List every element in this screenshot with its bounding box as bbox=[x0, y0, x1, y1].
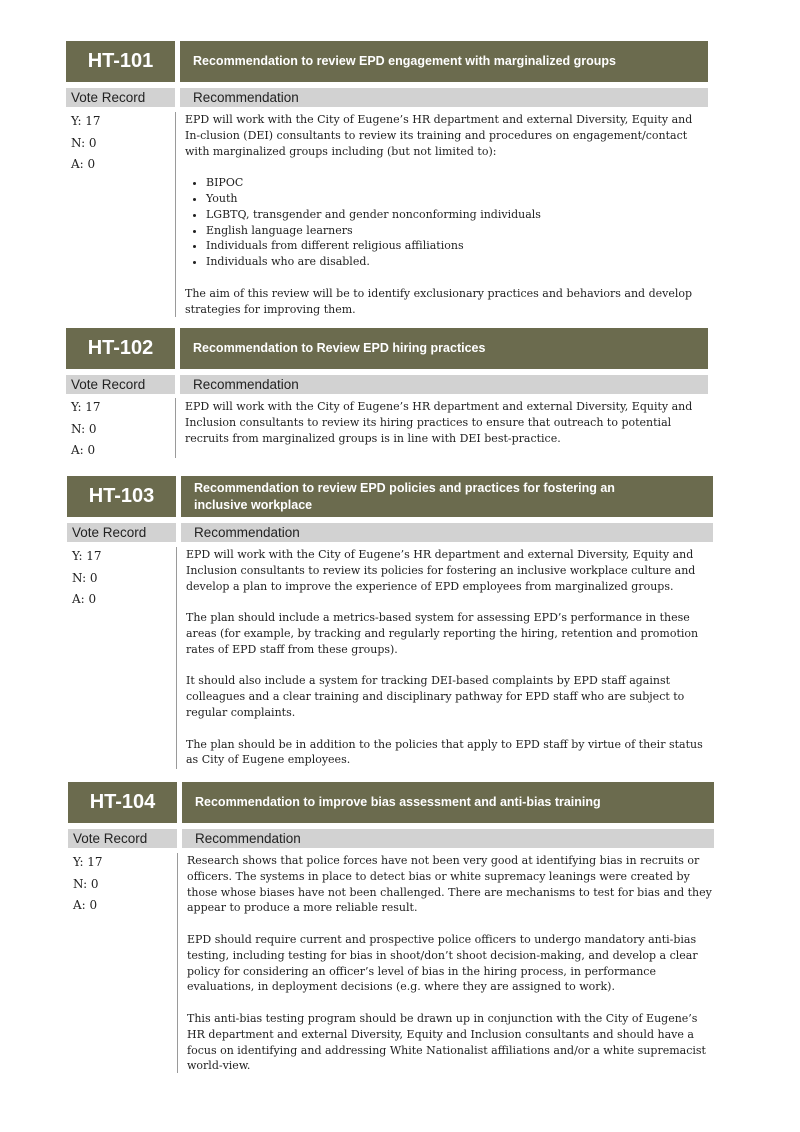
section-title bbox=[181, 476, 713, 517]
recommendation-text bbox=[186, 547, 713, 768]
divider-line bbox=[175, 112, 176, 317]
vote-yes: Y: 17 bbox=[71, 400, 101, 414]
paragraph: EPD will work with the City of Eugene’s HR department and external Diversity, Equity and In-clusion (DEI) consultants to review its training and procedures on engagement/contact with marginalized groups including (but not limited to): bbox=[185, 113, 693, 158]
recommendation-label: Recommendation bbox=[181, 523, 713, 542]
recommendation-text bbox=[185, 399, 710, 446]
section-code: HT-102 bbox=[66, 328, 175, 369]
vote-no: N: 0 bbox=[71, 421, 97, 436]
list-item: • BIPOC bbox=[206, 175, 710, 191]
paragraph: The plan should include a metrics-based system for assessing EPD’s performance in these areas (for example, by tracking and regularly reporting the hiring, retention and promotion rates of EPD staff from these groups). bbox=[186, 611, 699, 656]
recommendation-label: Recommendation bbox=[180, 88, 708, 107]
vote-no: N: 0 bbox=[73, 876, 99, 891]
section-title: Recommendation to Review EPD hiring practices bbox=[180, 328, 708, 369]
vote-record-label: Vote Record bbox=[67, 523, 176, 542]
section-code: HT-104 bbox=[68, 782, 177, 823]
bullet-list bbox=[185, 175, 710, 270]
recommendation-text bbox=[187, 853, 715, 1074]
vote-record-label: Vote Record bbox=[68, 829, 177, 848]
list-item: • Individuals from different religious affiliations bbox=[206, 238, 710, 254]
section-title: Recommendation to review EPD engagement with marginalized groups bbox=[180, 41, 708, 82]
vote-yes: Y: 17 bbox=[71, 114, 101, 128]
vote-no: N: 0 bbox=[71, 135, 97, 150]
paragraph: The plan should be in addition to the policies that apply to EPD staff by virtue of their status as City of Eugene employees. bbox=[186, 737, 703, 767]
section-code: HT-103 bbox=[67, 476, 176, 517]
vote-counts bbox=[71, 397, 101, 462]
vote-abstain: A: 0 bbox=[73, 898, 98, 912]
list-item: • Individuals who are disabled. bbox=[206, 254, 710, 270]
paragraph: It should also include a system for tracking DEI-based complaints by EPD staff against colleagues and a clear training and disciplinary pathway for EPD staff who are subject to regular complaints. bbox=[186, 674, 685, 719]
paragraph: The aim of this review will be to identify exclusionary practices and behaviors and develop strategies for improving them. bbox=[185, 286, 693, 316]
divider-line bbox=[176, 547, 177, 769]
vote-yes: Y: 17 bbox=[72, 549, 102, 563]
paragraph: EPD should require current and prospective police officers to undergo mandatory anti-bias testing, including testing for bias in shoot/don’t shoot decision-making, and develop a clear policy for considering an officer’s level of bias in the hiring process, in performance evaluations, in deployment decisions (e.g. where they are assigned to work). bbox=[187, 932, 698, 994]
section-title: Recommendation to improve bias assessment and anti-bias training bbox=[182, 782, 714, 823]
paragraph: EPD will work with the City of Eugene’s HR department and external Diversity, Equity and Inclusion consultants to review its hiring practices to ensure that outreach to potential recruits from marginalized groups is in line with DEI best-practice. bbox=[185, 400, 693, 445]
recommendation-label: Recommendation bbox=[182, 829, 714, 848]
divider-line bbox=[175, 398, 176, 458]
vote-counts bbox=[71, 111, 101, 176]
vote-abstain: A: 0 bbox=[71, 443, 96, 457]
paragraph: EPD will work with the City of Eugene’s HR department and external Diversity, Equity and Inclusion consultants to review its policies for fostering an inclusive workplace culture and develop a plan to improve the experience of EPD employees from marginalized groups. bbox=[186, 548, 696, 593]
paragraph: This anti-bias testing program should be drawn up in conjunction with the City of Eugene’s HR department and external Diversity, Equity and Inclusion consultants and should have a focus on identifying and addressing White Nationalist affiliations and/or a white supremacist world-view. bbox=[187, 1011, 706, 1073]
section-title-line: inclusive workplace bbox=[194, 497, 313, 512]
recommendation-text bbox=[185, 112, 710, 317]
section-code: HT-101 bbox=[66, 41, 175, 82]
vote-counts bbox=[72, 546, 102, 611]
vote-record-label: Vote Record bbox=[66, 88, 175, 107]
divider-line bbox=[177, 853, 178, 1073]
vote-record-label: Vote Record bbox=[66, 375, 175, 394]
vote-abstain: A: 0 bbox=[72, 592, 97, 606]
vote-abstain: A: 0 bbox=[71, 157, 96, 171]
paragraph: Research shows that police forces have not been very good at identifying bias in recruits or officers. The systems in place to detect bias or white supremacy leanings were created by those whose biases have not been challenged. There are mechanisms to test for bias and they appear to produce a more reliable result. bbox=[187, 854, 712, 915]
recommendation-label: Recommendation bbox=[180, 375, 708, 394]
section-title-line: Recommendation to review EPD policies and practices for fostering an bbox=[194, 480, 615, 495]
list-item: • English language learners bbox=[206, 223, 710, 239]
list-item: • Youth bbox=[206, 191, 710, 207]
list-item: • LGBTQ, transgender and gender nonconforming individuals bbox=[206, 207, 710, 223]
vote-no: N: 0 bbox=[72, 570, 98, 585]
vote-counts bbox=[73, 852, 103, 917]
vote-yes: Y: 17 bbox=[73, 855, 103, 869]
